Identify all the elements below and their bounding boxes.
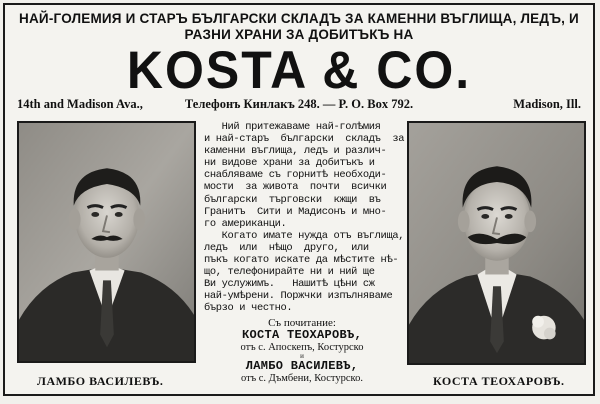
body-text-line: ледъ или нѣщо друго, или: [204, 241, 369, 254]
headline-line-1: НАЙ-ГОЛЕМИЯ И СТАРЪ БЪЛГАРСКИ СКЛАДЪ ЗА КАМЕННИ ВЪГЛИЩА, ЛЕДЪ, И: [19, 11, 579, 26]
signature-village-1: отъ с. Апоскепъ, Костурско: [240, 342, 364, 353]
body-text-line: най-умѣрени. Поржчки изпълняваме: [204, 290, 393, 303]
body-text-line: Гранитъ Сити и Мадисонъ и мно-: [204, 205, 387, 218]
caption-right: КОСТА ТЕОХАРОВЪ.: [433, 374, 565, 388]
portrait-left-photo: [17, 121, 196, 363]
signature-conjunction: и: [300, 352, 304, 360]
street-address: 14th and Madison Ava.,: [17, 97, 143, 111]
body-text-line: български търговски кжщи въ: [204, 193, 381, 206]
body-text-line: ни видове храни за добитъкъ и: [204, 157, 375, 170]
portrait-right-photo: [407, 121, 586, 365]
brand-title: KOSTA & CO.: [126, 40, 472, 100]
body-text-line: бързо и честно.: [204, 302, 293, 315]
body-text-line: и най-старъ български складъ за: [204, 133, 405, 146]
body-text-line: го американци.: [204, 217, 287, 230]
signature-name-2: ЛАМБО ВАСИЛЕВЪ,: [245, 359, 359, 373]
body-text-line: Когато имате нужда отъ въглища,: [204, 229, 405, 242]
phone-and-po-box: Телефонъ Кинлакъ 248. — P. O. Box 792.: [184, 97, 414, 111]
signature-block: [204, 317, 400, 384]
body-text-line: каменни въглища, ледъ и различ-: [204, 145, 387, 158]
body-text-line: Ний притежаваме най-голѣмия: [204, 121, 381, 133]
body-text-line: що, телефонирайте ни и ний ще: [204, 266, 375, 279]
contact-line: [17, 97, 581, 113]
signature-village-2: отъ с. Дъмбени, Костурско.: [241, 373, 363, 384]
city: Madison, Ill.: [513, 97, 581, 111]
signature-greeting: Съ почитание:: [268, 317, 336, 329]
body-text-line: пъкъ когато искате да мѣстите нѣ-: [204, 254, 399, 267]
headline: [5, 11, 593, 43]
signature-name-1: КОСТА ТЕОХАРОВЪ,: [241, 328, 363, 342]
caption-left: ЛАМБО ВАСИЛЕВЪ.: [37, 374, 164, 388]
advertisement: [3, 3, 595, 396]
body-text-line: Ви услужимъ. Нашитѣ цѣни сж: [204, 278, 375, 291]
headline-line-2: РАЗНИ ХРАНИ ЗА ДОБИТЪКЪ НА: [184, 27, 414, 42]
body-text-line: снабляваме съ горнитѣ необходи-: [204, 169, 387, 182]
body-text-line: мости за живота почти всички: [204, 181, 387, 194]
body-text: [204, 121, 405, 315]
